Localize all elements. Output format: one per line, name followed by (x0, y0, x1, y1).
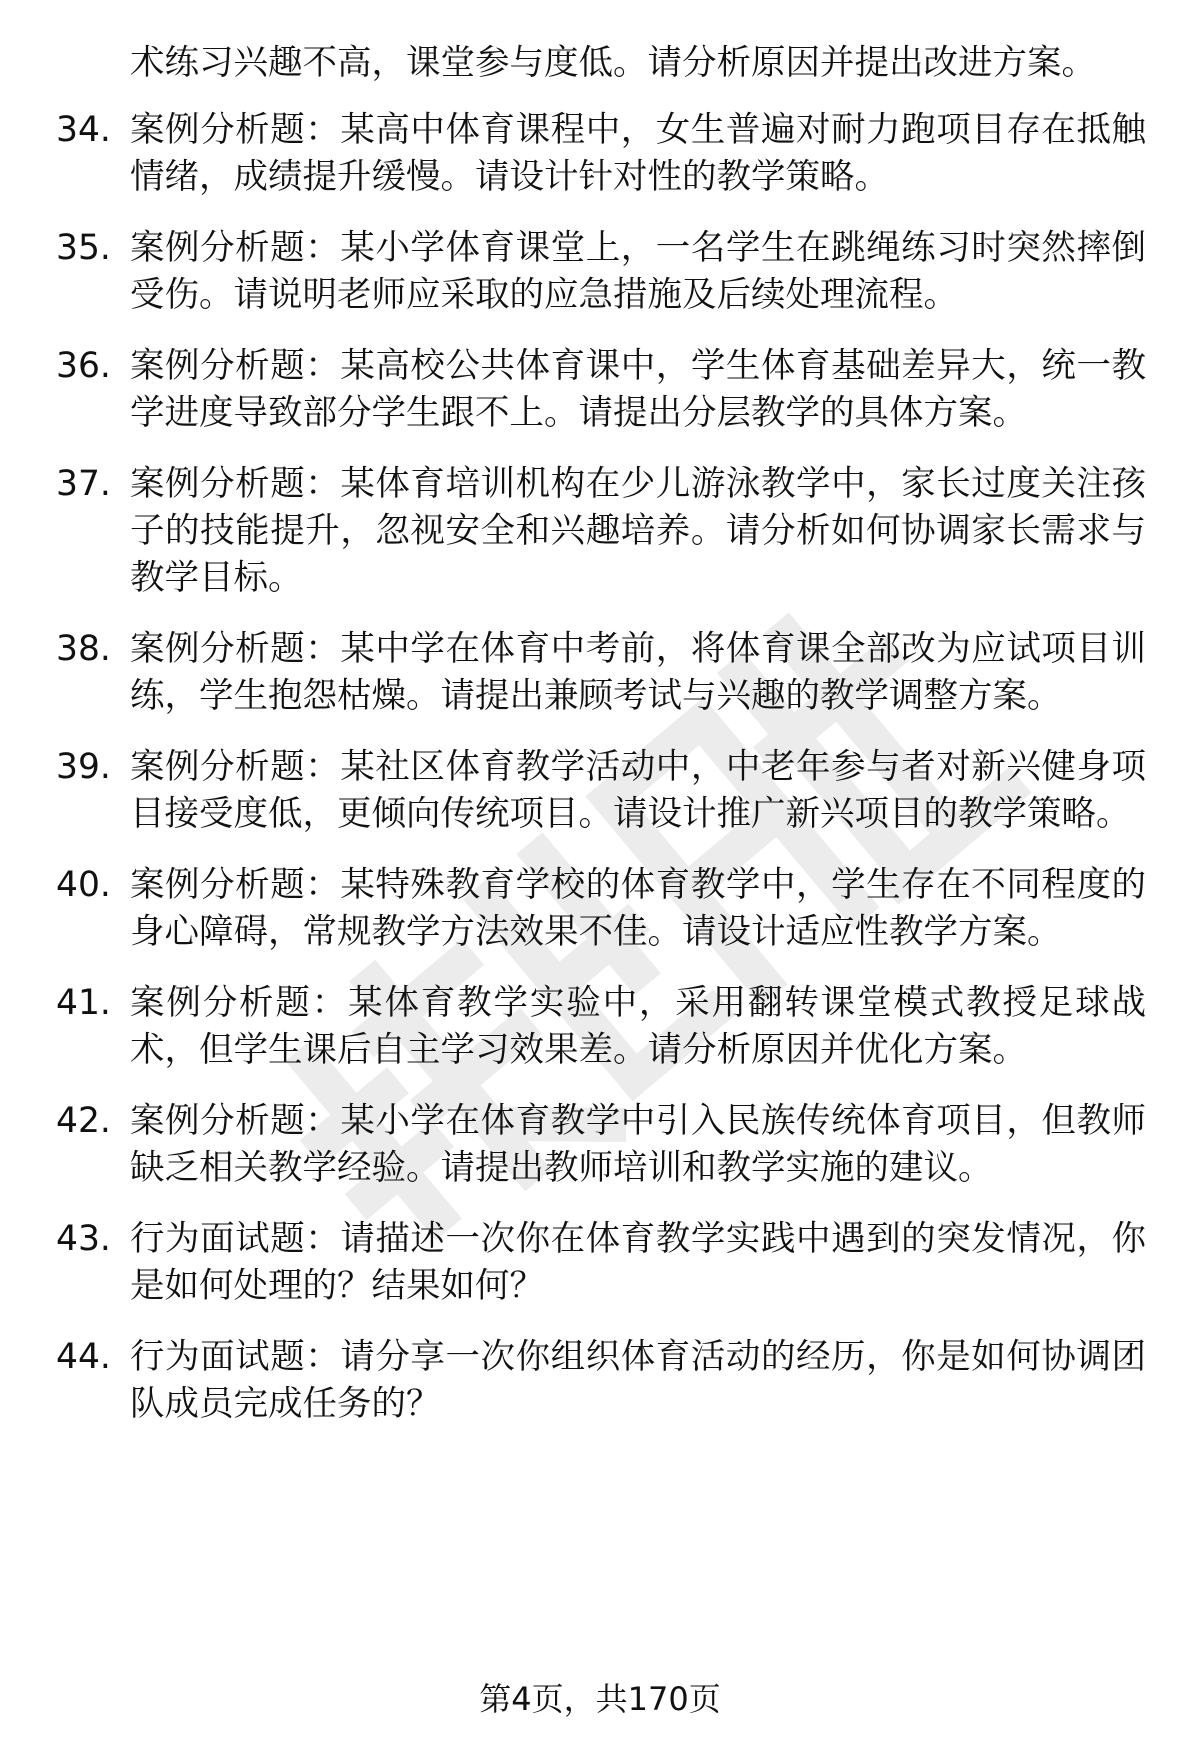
list-item (56, 1334, 1146, 1428)
list-item (56, 980, 1146, 1074)
question-text: 案例分析题：某小学在体育教学中引入民族传统体育项目，但教师缺乏相关教学经验。请提出教师培训和教学实施的建议。 (130, 1101, 1146, 1188)
question-text: 案例分析题：某小学体育课堂上，一名学生在跳绳练习时突然摔倒受伤。请说明老师应采取的应急措施及后续处理流程。 (130, 228, 1146, 315)
list-item (56, 1216, 1146, 1310)
question-text: 案例分析题：某特殊教育学校的体育教学中，学生存在不同程度的身心障碍，常规教学方法效果不佳。请设计适应性教学方案。 (130, 865, 1146, 952)
question-text: 行为面试题：请描述一次你在体育教学实践中遇到的突发情况，你是如何处理的？结果如何？ (130, 1219, 1146, 1306)
list-item (56, 461, 1146, 602)
list-item (56, 862, 1146, 956)
list-item (56, 1098, 1146, 1192)
question-number: 41. (56, 983, 111, 1023)
question-text: 行为面试题：请分享一次你组织体育活动的经历，你是如何协调团队成员完成任务的？ (130, 1337, 1146, 1424)
question-text: 案例分析题：某高校公共体育课中，学生体育基础差异大，统一教学进度导致部分学生跟不上。请提出分层教学的具体方案。 (130, 346, 1146, 433)
question-number: 44. (56, 1337, 111, 1377)
question-text: 案例分析题：某中学在体育中考前，将体育课全部改为应试项目训练，学生抱怨枯燥。请提出兼顾考试与兴趣的教学调整方案。 (130, 629, 1146, 716)
list-item (56, 626, 1146, 720)
question-text: 案例分析题：某高中体育课程中，女生普遍对耐力跑项目存在抵触情绪，成绩提升缓慢。请设计针对性的教学策略。 (130, 110, 1146, 197)
carry-over-text: 术练习兴趣不高，课堂参与度低。请分析原因并提出改进方案。 (130, 43, 1096, 83)
question-number: 39. (56, 747, 111, 787)
question-number: 35. (56, 228, 111, 268)
question-number: 40. (56, 865, 111, 905)
list-item (56, 343, 1146, 437)
question-list (56, 40, 1146, 1452)
question-text: 案例分析题：某社区体育教学活动中，中老年参与者对新兴健身项目接受度低，更倾向传统项目。请设计推广新兴项目的教学策略。 (130, 747, 1146, 834)
list-item (56, 107, 1146, 201)
page-footer: 第4页，共170页 (479, 1680, 721, 1718)
list-item (56, 225, 1146, 319)
question-number: 38. (56, 629, 111, 669)
question-number: 34. (56, 110, 111, 150)
question-number: 36. (56, 346, 111, 386)
list-item (56, 744, 1146, 838)
question-number: 43. (56, 1219, 111, 1259)
question-text: 案例分析题：某体育培训机构在少儿游泳教学中，家长过度关注孩子的技能提升，忽视安全和兴趣培养。请分析如何协调家长需求与教学目标。 (130, 464, 1146, 598)
question-text: 案例分析题：某体育教学实验中，采用翻转课堂模式教授足球战术，但学生课后自主学习效果差。请分析原因并优化方案。 (130, 983, 1146, 1070)
question-number: 37. (56, 464, 111, 504)
question-number: 42. (56, 1101, 111, 1141)
